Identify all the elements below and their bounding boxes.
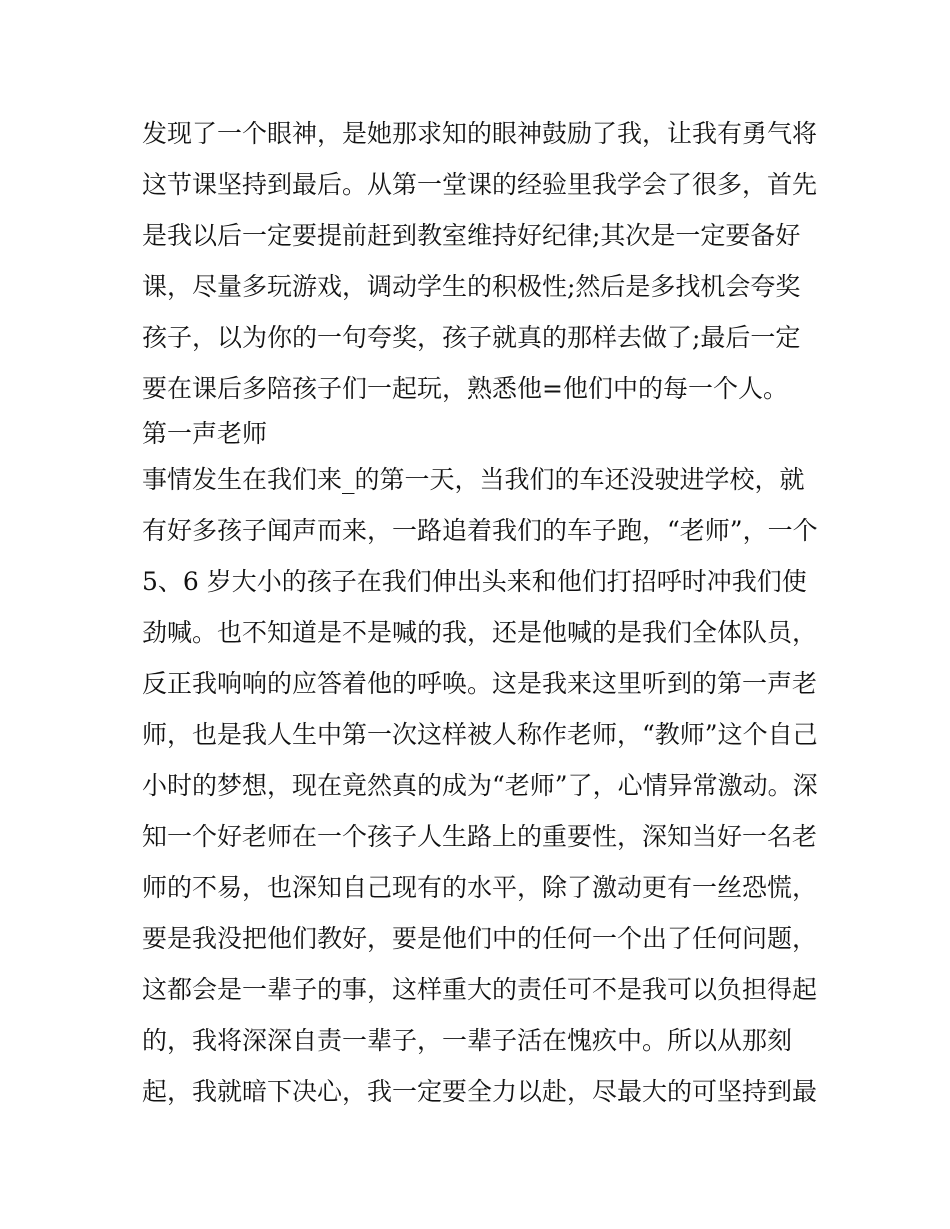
text-line: 孩子，以为你的一句夸奖，孩子就真的那样去做了;最后一定 — [142, 323, 801, 352]
text-line: 小时的梦想，现在竟然真的成为“老师”了，心情异常激动。深 — [142, 771, 818, 800]
text-line: 师，也是我人生中第一次这样被人称作老师，“教师”这个自己 — [142, 720, 818, 749]
text-line: 事情发生在我们来_的第一天，当我们的车还没驶进学校，就 — [142, 465, 805, 494]
text-line: 起，我就暗下决心，我一定要全力以赴，尽最大的可坚持到最 — [142, 1077, 818, 1106]
section-heading: 第一声老师 — [142, 419, 268, 448]
text-line: 有好多孩子闻声而来，一路追着我们的车子跑，“老师”，一个 — [142, 516, 818, 545]
text-line: 发现了一个眼神，是她那求知的眼神鼓励了我，让我有勇气将 — [142, 119, 818, 148]
text-line: 要是我没把他们教好，要是他们中的任何一个出了任何问题， — [142, 924, 818, 953]
text-line: 是我以后一定要提前赶到教室维持好纪律;其次是一定要备好 — [142, 221, 801, 250]
text-line: 知一个好老师在一个孩子人生路上的重要性，深知当好一名老 — [142, 822, 818, 851]
text-line: 课，尽量多玩游戏，调动学生的积极性;然后是多找机会夸奖 — [142, 272, 801, 301]
text-line: 这节课坚持到最后。从第一堂课的经验里我学会了很多，首先 — [142, 170, 818, 199]
text-line: 5、6 岁大小的孩子在我们伸出头来和他们打招呼时冲我们使 — [142, 567, 807, 596]
text-line: 劲喊。也不知道是不是喊的我，还是他喊的是我们全体队员， — [142, 618, 818, 647]
text-line: 反正我响响的应答着他的呼唤。这是我来这里听到的第一声老 — [142, 669, 818, 698]
text-line: 这都会是一辈子的事，这样重大的责任可不是我可以负担得起 — [142, 975, 818, 1004]
text-line: 要在课后多陪孩子们一起玩，熟悉他=他们中的每一个人。 — [142, 374, 788, 403]
document-body — [142, 108, 822, 1117]
text-line: 师的不易，也深知自己现有的水平，除了激动更有一丝恐慌， — [142, 873, 818, 902]
text-line: 的，我将深深自责一辈子，一辈子活在愧疚中。所以从那刻 — [142, 1026, 793, 1055]
